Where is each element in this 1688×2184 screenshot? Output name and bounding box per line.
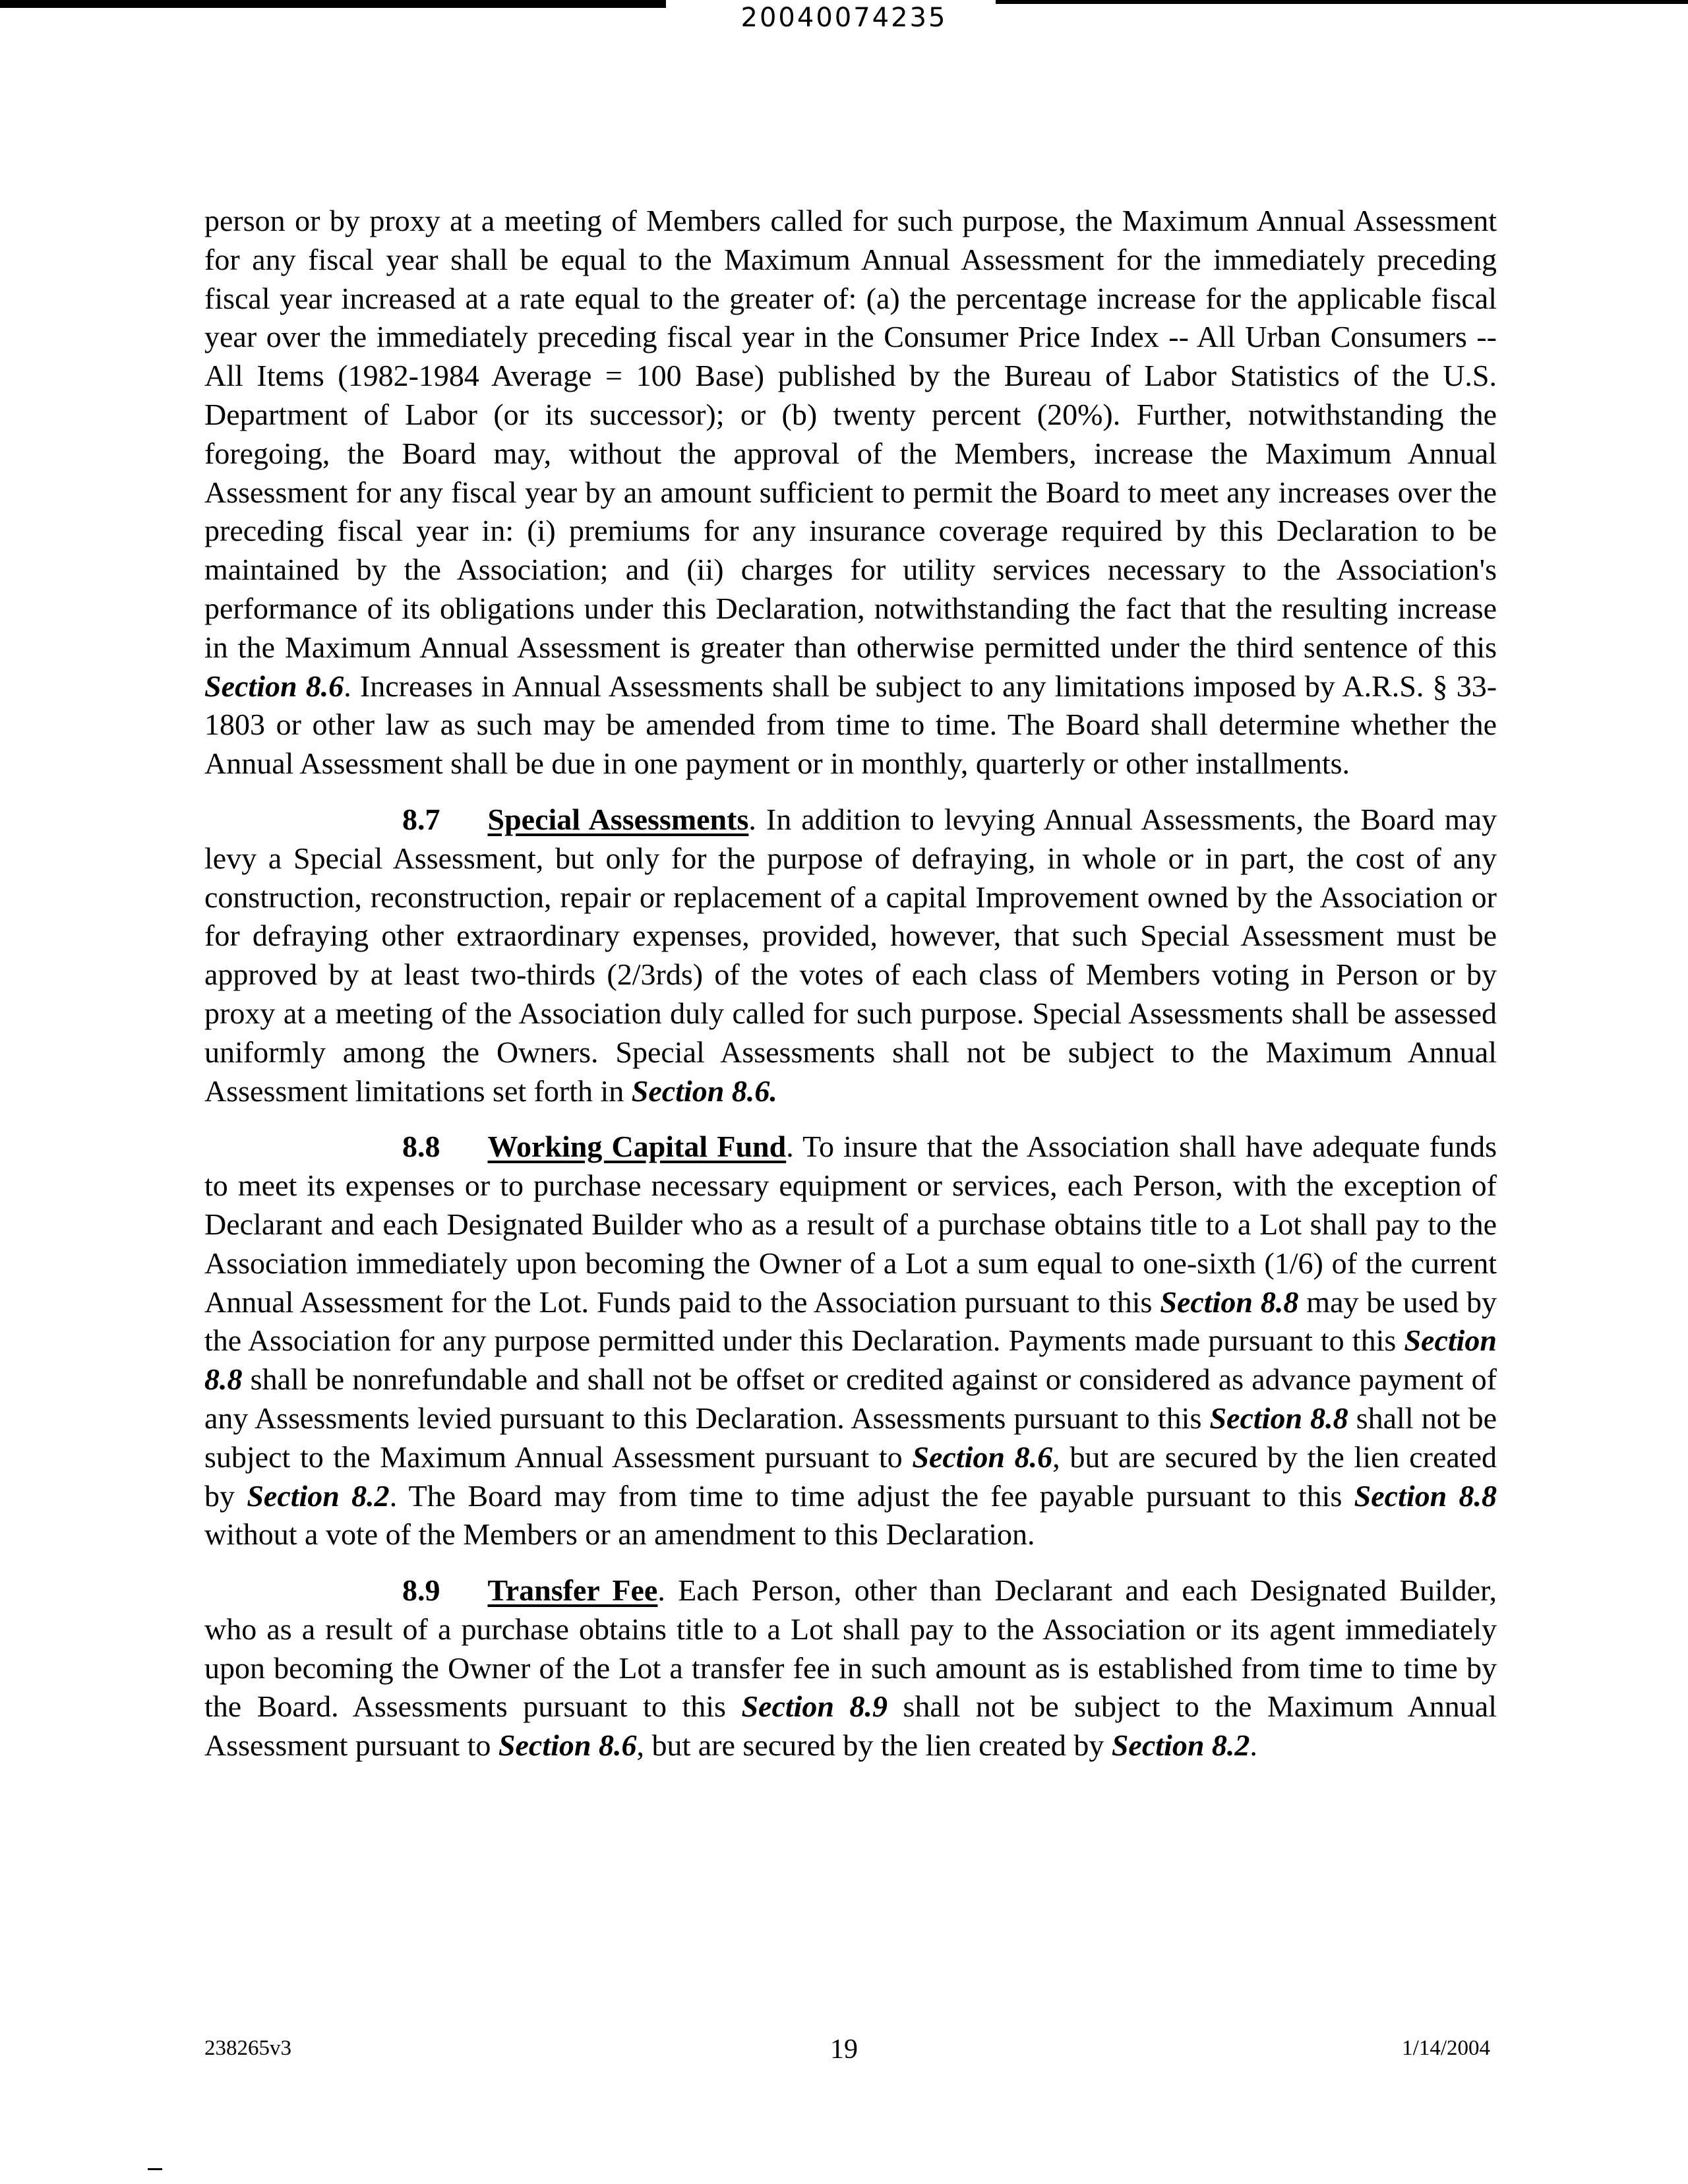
section-title: Special Assessments: [487, 802, 749, 836]
section-number: 8.7: [402, 802, 440, 836]
section-reference: Section 8.9: [741, 1689, 888, 1724]
section-number: 8.9: [402, 1573, 440, 1608]
scan-mark: [148, 2168, 162, 2170]
section-number: 8.8: [402, 1130, 440, 1164]
section-reference: Section 8.2: [1111, 1728, 1250, 1763]
paragraph-continued-8-6: person or by proxy at a meeting of Members called for such purpose, the Maximum Annual Assessment for any fiscal year shall be equal to the Maximum Annual Assessment for the immediately preceding fiscal year increased at a rate equal to the greater of: (a) the percentage increase for the applicable fiscal year over the immediately preceding fiscal year in the Consumer Price Index -- All Urban Consumers -- All Items (1982-1984 Average = 100 Base) published by the Bureau of Labor Statistics of the U.S. Department of Labor (or its successor); or (b) twenty percent (20%). Further, notwithstanding the foregoing, the Board may, without the approval of the Members, increase the Maximum Annual Assessment for any fiscal year by an amount sufficient to permit the Board to meet any increases over the preceding fiscal year in: (i) premiums for any insurance coverage required by this Declaration to be maintained by the Association; and (ii) charges for utility services necessary to the Association's performance of its obligations under this Declaration, notwithstanding the fact that the resulting increase in the Maximum Annual Assessment is greater than otherwise permitted under the third sentence of this Section 8.6. Increases in Annual Assessments shall be subject to any limitations imposed by A.R.S. § 33-1803 or other law as such may be amended from time to time. The Board shall determine whether the Annual Assessment shall be due in one payment or in monthly, quarterly or other installments.: [204, 204, 1497, 781]
section-reference: Section 8.6.: [631, 1074, 777, 1108]
section-reference: Section 8.2: [247, 1478, 390, 1513]
section-reference: Section 8.6: [912, 1440, 1053, 1474]
section-title: Transfer Fee: [487, 1573, 658, 1608]
section-reference: Section 8.8: [1209, 1401, 1348, 1435]
section-title: Working Capital Fund: [487, 1130, 787, 1164]
section-8-8-paragraph: 8.8 Working Capital Fund. To insure that the Association shall have adequate funds to meet its expenses or to purchase necessary equipment or services, each Person, with the exception of Declarant and each Designated Builder who as a result of a purchase obtains title to a Lot shall pay to the Association immediately upon becoming the Owner of a Lot a sum equal to one-sixth (1/6) of the current Annual Assessment for the Lot. Funds paid to the Association pursuant to this Section 8.8 may be used by the Association for any purpose permitted under this Declaration. Payments made pursuant to this Section 8.8 shall be nonrefundable and shall not be offset or credited against or considered as advance payment of any Assessments levied pursuant to this Declaration. Assessments pursuant to this Section 8.8 shall not be subject to the Maximum Annual Assessment pursuant to Section 8.6, but are secured by the lien created by Section 8.2. The Board may from time to time adjust the fee payable pursuant to this Section 8.8 without a vote of the Members or an amendment to this Declaration.: [204, 1130, 1497, 1552]
section-reference: Section 8.8: [1160, 1285, 1299, 1319]
footer-date: 1/14/2004: [1402, 2036, 1490, 2060]
section-8-9-paragraph: 8.9 Transfer Fee. Each Person, other than Declarant and each Designated Builder, who as a result of a purchase obtains title to a Lot shall pay to the Association or its agent immediately upon becoming the Owner of the Lot a transfer fee in such amount as is established from time to time by the Board. Assessments pursuant to this Section 8.9 shall not be subject to the Maximum Annual Assessment pursuant to Section 8.6, but are secured by the lien created by Section 8.2.: [204, 1573, 1497, 1763]
document-number: 20040074235: [740, 3, 948, 33]
footer-page-number: 19: [830, 2034, 858, 2065]
section-reference: Section 8.8: [1354, 1478, 1497, 1513]
section-reference: Section 8.6: [498, 1728, 637, 1763]
section-reference: Section 8.8: [204, 1323, 1497, 1397]
section-reference: Section 8.6: [204, 669, 344, 703]
document-body: [204, 202, 1497, 1765]
footer-document-id: 238265v3: [204, 2036, 291, 2060]
section-8-7-paragraph: 8.7 Special Assessments. In addition to levying Annual Assessments, the Board may levy a Special Assessment, but only for the purpose of defraying, in whole or in part, the cost of any construction, reconstruction, repair or replacement of a capital Improvement owned by the Association or for defraying other extraordinary expenses, provided, however, that such Special Assessment must be approved by at least two-thirds (2/3rds) of the votes of each class of Members voting in Person or by proxy at a meeting of the Association duly called for such purpose. Special Assessments shall be assessed uniformly among the Owners. Special Assessments shall not be subject to the Maximum Annual Assessment limitations set forth in Section 8.6.: [204, 802, 1497, 1108]
